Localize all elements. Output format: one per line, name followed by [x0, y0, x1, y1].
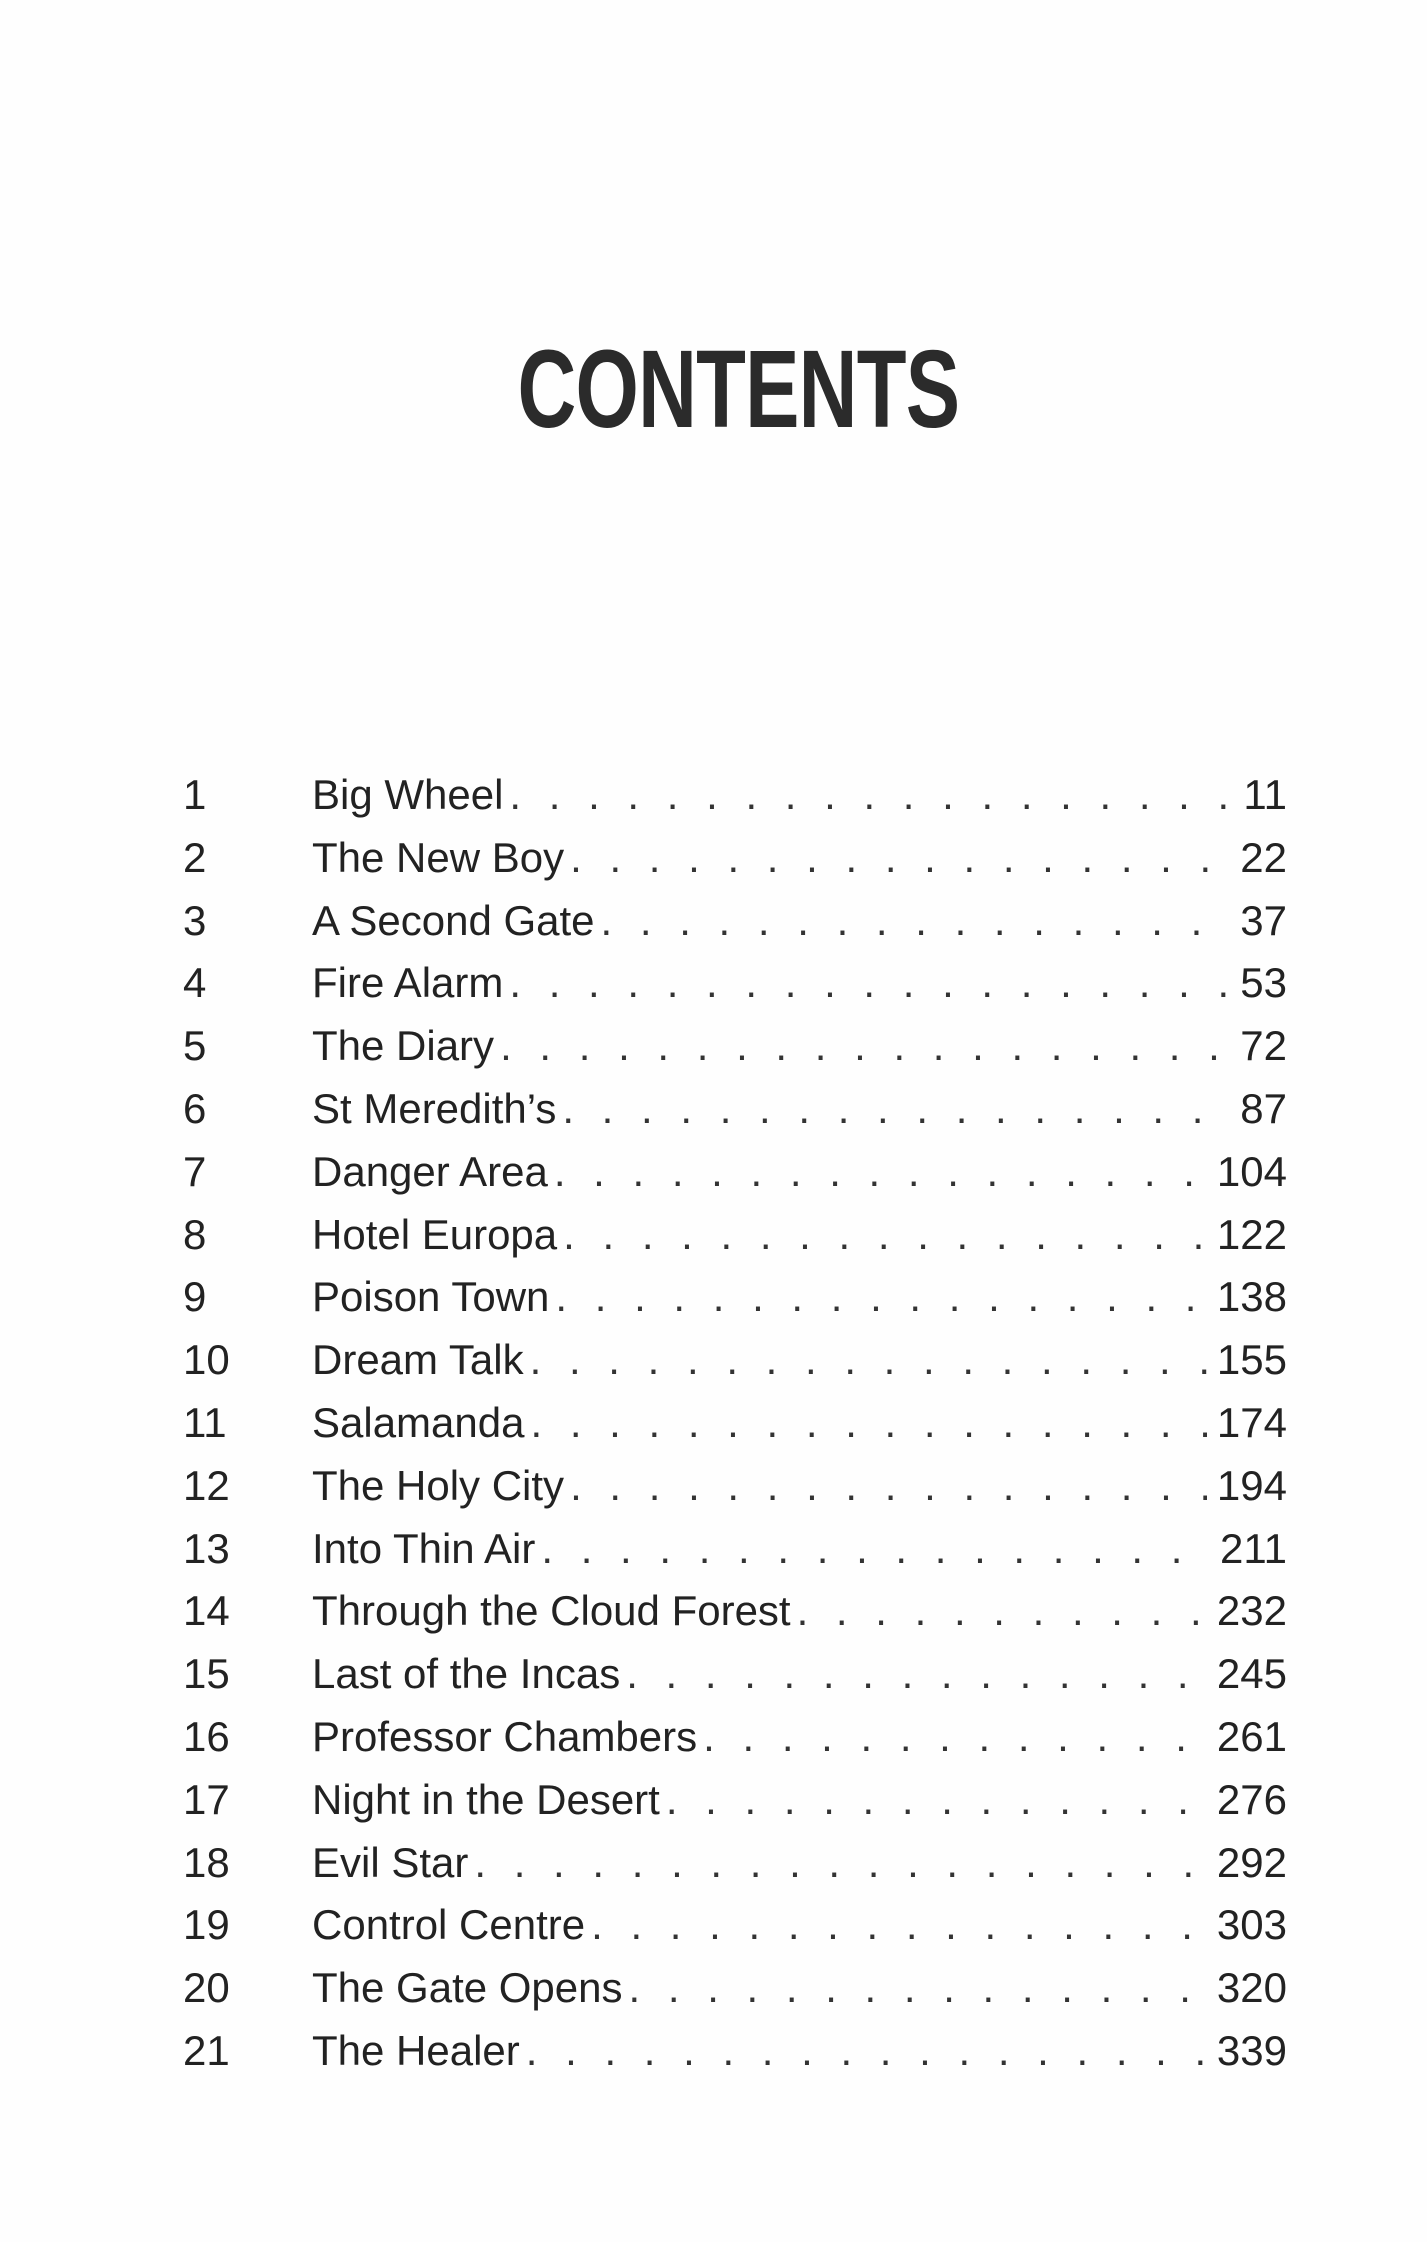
chapter-title: St Meredith’s [312, 1084, 557, 1132]
toc-entry [0, 1141, 1427, 1204]
chapter-number: 11 [183, 1398, 227, 1446]
toc-entry [0, 1455, 1427, 1518]
dot-leader [626, 1643, 1207, 1706]
dot-leader [509, 764, 1233, 827]
dot-leader [541, 1518, 1210, 1581]
page-number: 122 [1216, 1210, 1287, 1258]
toc-entry [0, 1518, 1427, 1581]
chapter-number: 15 [183, 1650, 230, 1698]
chapter-number: 21 [183, 2026, 230, 2074]
dot-leader [601, 890, 1231, 953]
page-number: 320 [1216, 1964, 1287, 2012]
page-number: 245 [1216, 1650, 1287, 1698]
dot-leader [509, 952, 1230, 1015]
dot-leader [570, 1455, 1207, 1518]
toc-entry [0, 764, 1427, 827]
chapter-title: Last of the Incas [312, 1650, 621, 1698]
chapter-number: 18 [183, 1838, 230, 1886]
chapter-title: A Second Gate [312, 896, 595, 944]
page-number: 339 [1216, 2026, 1287, 2074]
chapter-title: Into Thin Air [312, 1524, 536, 1572]
toc-entry [0, 890, 1427, 953]
chapter-number: 13 [183, 1524, 230, 1572]
dot-leader [555, 1266, 1207, 1329]
chapter-number: 6 [183, 1084, 207, 1132]
page-number: 11 [1243, 771, 1287, 818]
page-number: 37 [1240, 896, 1287, 944]
dot-leader [666, 1769, 1207, 1832]
toc-entry [0, 2020, 1427, 2083]
chapter-title: Hotel Europa [312, 1210, 558, 1258]
chapter-number: 12 [183, 1461, 230, 1509]
chapter-number: 7 [183, 1147, 207, 1195]
chapter-title: Professor Chambers [312, 1712, 698, 1760]
dot-leader [530, 1329, 1207, 1392]
dot-leader [554, 1141, 1207, 1204]
toc-entry [0, 1580, 1427, 1643]
page-number: 211 [1220, 1524, 1287, 1572]
toc-entry [0, 1894, 1427, 1957]
chapter-number: 16 [183, 1712, 230, 1760]
chapter-title: Danger Area [312, 1147, 548, 1195]
chapter-title: Salamanda [312, 1398, 525, 1446]
chapter-number: 1 [183, 771, 207, 818]
page-number: 22 [1240, 833, 1287, 881]
chapter-number: 20 [183, 1964, 230, 2012]
chapter-title: Dream Talk [312, 1336, 524, 1384]
page-number: 261 [1216, 1712, 1287, 1760]
chapter-number: 2 [183, 833, 207, 881]
toc-entry [0, 1015, 1427, 1078]
toc-entry [0, 1957, 1427, 2020]
chapter-title: The Diary [312, 1022, 495, 1070]
toc-entry [0, 1643, 1427, 1706]
toc-entry [0, 1204, 1427, 1267]
dot-leader [500, 1015, 1230, 1078]
chapter-number: 5 [183, 1022, 207, 1070]
chapter-number: 10 [183, 1336, 230, 1384]
page-number: 292 [1216, 1838, 1287, 1886]
chapter-title: Poison Town [312, 1273, 550, 1321]
toc-entry [0, 1329, 1427, 1392]
dot-leader [570, 827, 1230, 890]
chapter-number: 8 [183, 1210, 207, 1258]
chapter-title: Fire Alarm [312, 959, 504, 1007]
page-number: 138 [1216, 1273, 1287, 1321]
chapter-title: Through the Cloud Forest [312, 1587, 791, 1635]
toc-entry [0, 952, 1427, 1015]
page-number: 53 [1240, 959, 1287, 1007]
toc-entry [0, 1769, 1427, 1832]
chapter-title: Control Centre [312, 1901, 586, 1949]
page-number: 174 [1216, 1398, 1287, 1446]
dot-leader [629, 1957, 1207, 2020]
page-title: CONTENTS [517, 328, 960, 451]
page-number: 104 [1216, 1147, 1287, 1195]
page-number: 303 [1216, 1901, 1287, 1949]
page-number: 194 [1216, 1461, 1287, 1509]
chapter-number: 14 [183, 1587, 230, 1635]
toc-entry [0, 1832, 1427, 1895]
dot-leader [562, 1078, 1230, 1141]
chapter-number: 19 [183, 1901, 230, 1949]
chapter-title: Big Wheel [312, 771, 504, 818]
chapter-title: The Healer [312, 2026, 520, 2074]
chapter-title: Evil Star [312, 1838, 469, 1886]
page-number: 72 [1240, 1022, 1287, 1070]
chapter-title: The Gate Opens [312, 1964, 623, 2012]
chapter-title: The Holy City [312, 1461, 565, 1509]
chapter-title: Night in the Desert [312, 1775, 660, 1823]
dot-leader [563, 1204, 1207, 1267]
chapter-number: 3 [183, 896, 207, 944]
table-of-contents [0, 764, 1427, 2083]
dot-leader [797, 1580, 1207, 1643]
dot-leader [530, 1392, 1206, 1455]
dot-leader [703, 1706, 1207, 1769]
toc-entry [0, 827, 1427, 890]
toc-entry [0, 1706, 1427, 1769]
toc-entry [0, 1078, 1427, 1141]
chapter-number: 17 [183, 1775, 230, 1823]
toc-entry [0, 1392, 1427, 1455]
dot-leader [474, 1832, 1207, 1895]
page-number: 155 [1216, 1336, 1287, 1384]
dot-leader [591, 1894, 1207, 1957]
page-number: 87 [1240, 1084, 1287, 1132]
chapter-number: 4 [183, 959, 207, 1007]
toc-entry [0, 1266, 1427, 1329]
page-number: 232 [1216, 1587, 1287, 1635]
dot-leader [526, 2020, 1207, 2083]
page-number: 276 [1216, 1775, 1287, 1823]
chapter-number: 9 [183, 1273, 207, 1321]
chapter-title: The New Boy [312, 833, 565, 881]
